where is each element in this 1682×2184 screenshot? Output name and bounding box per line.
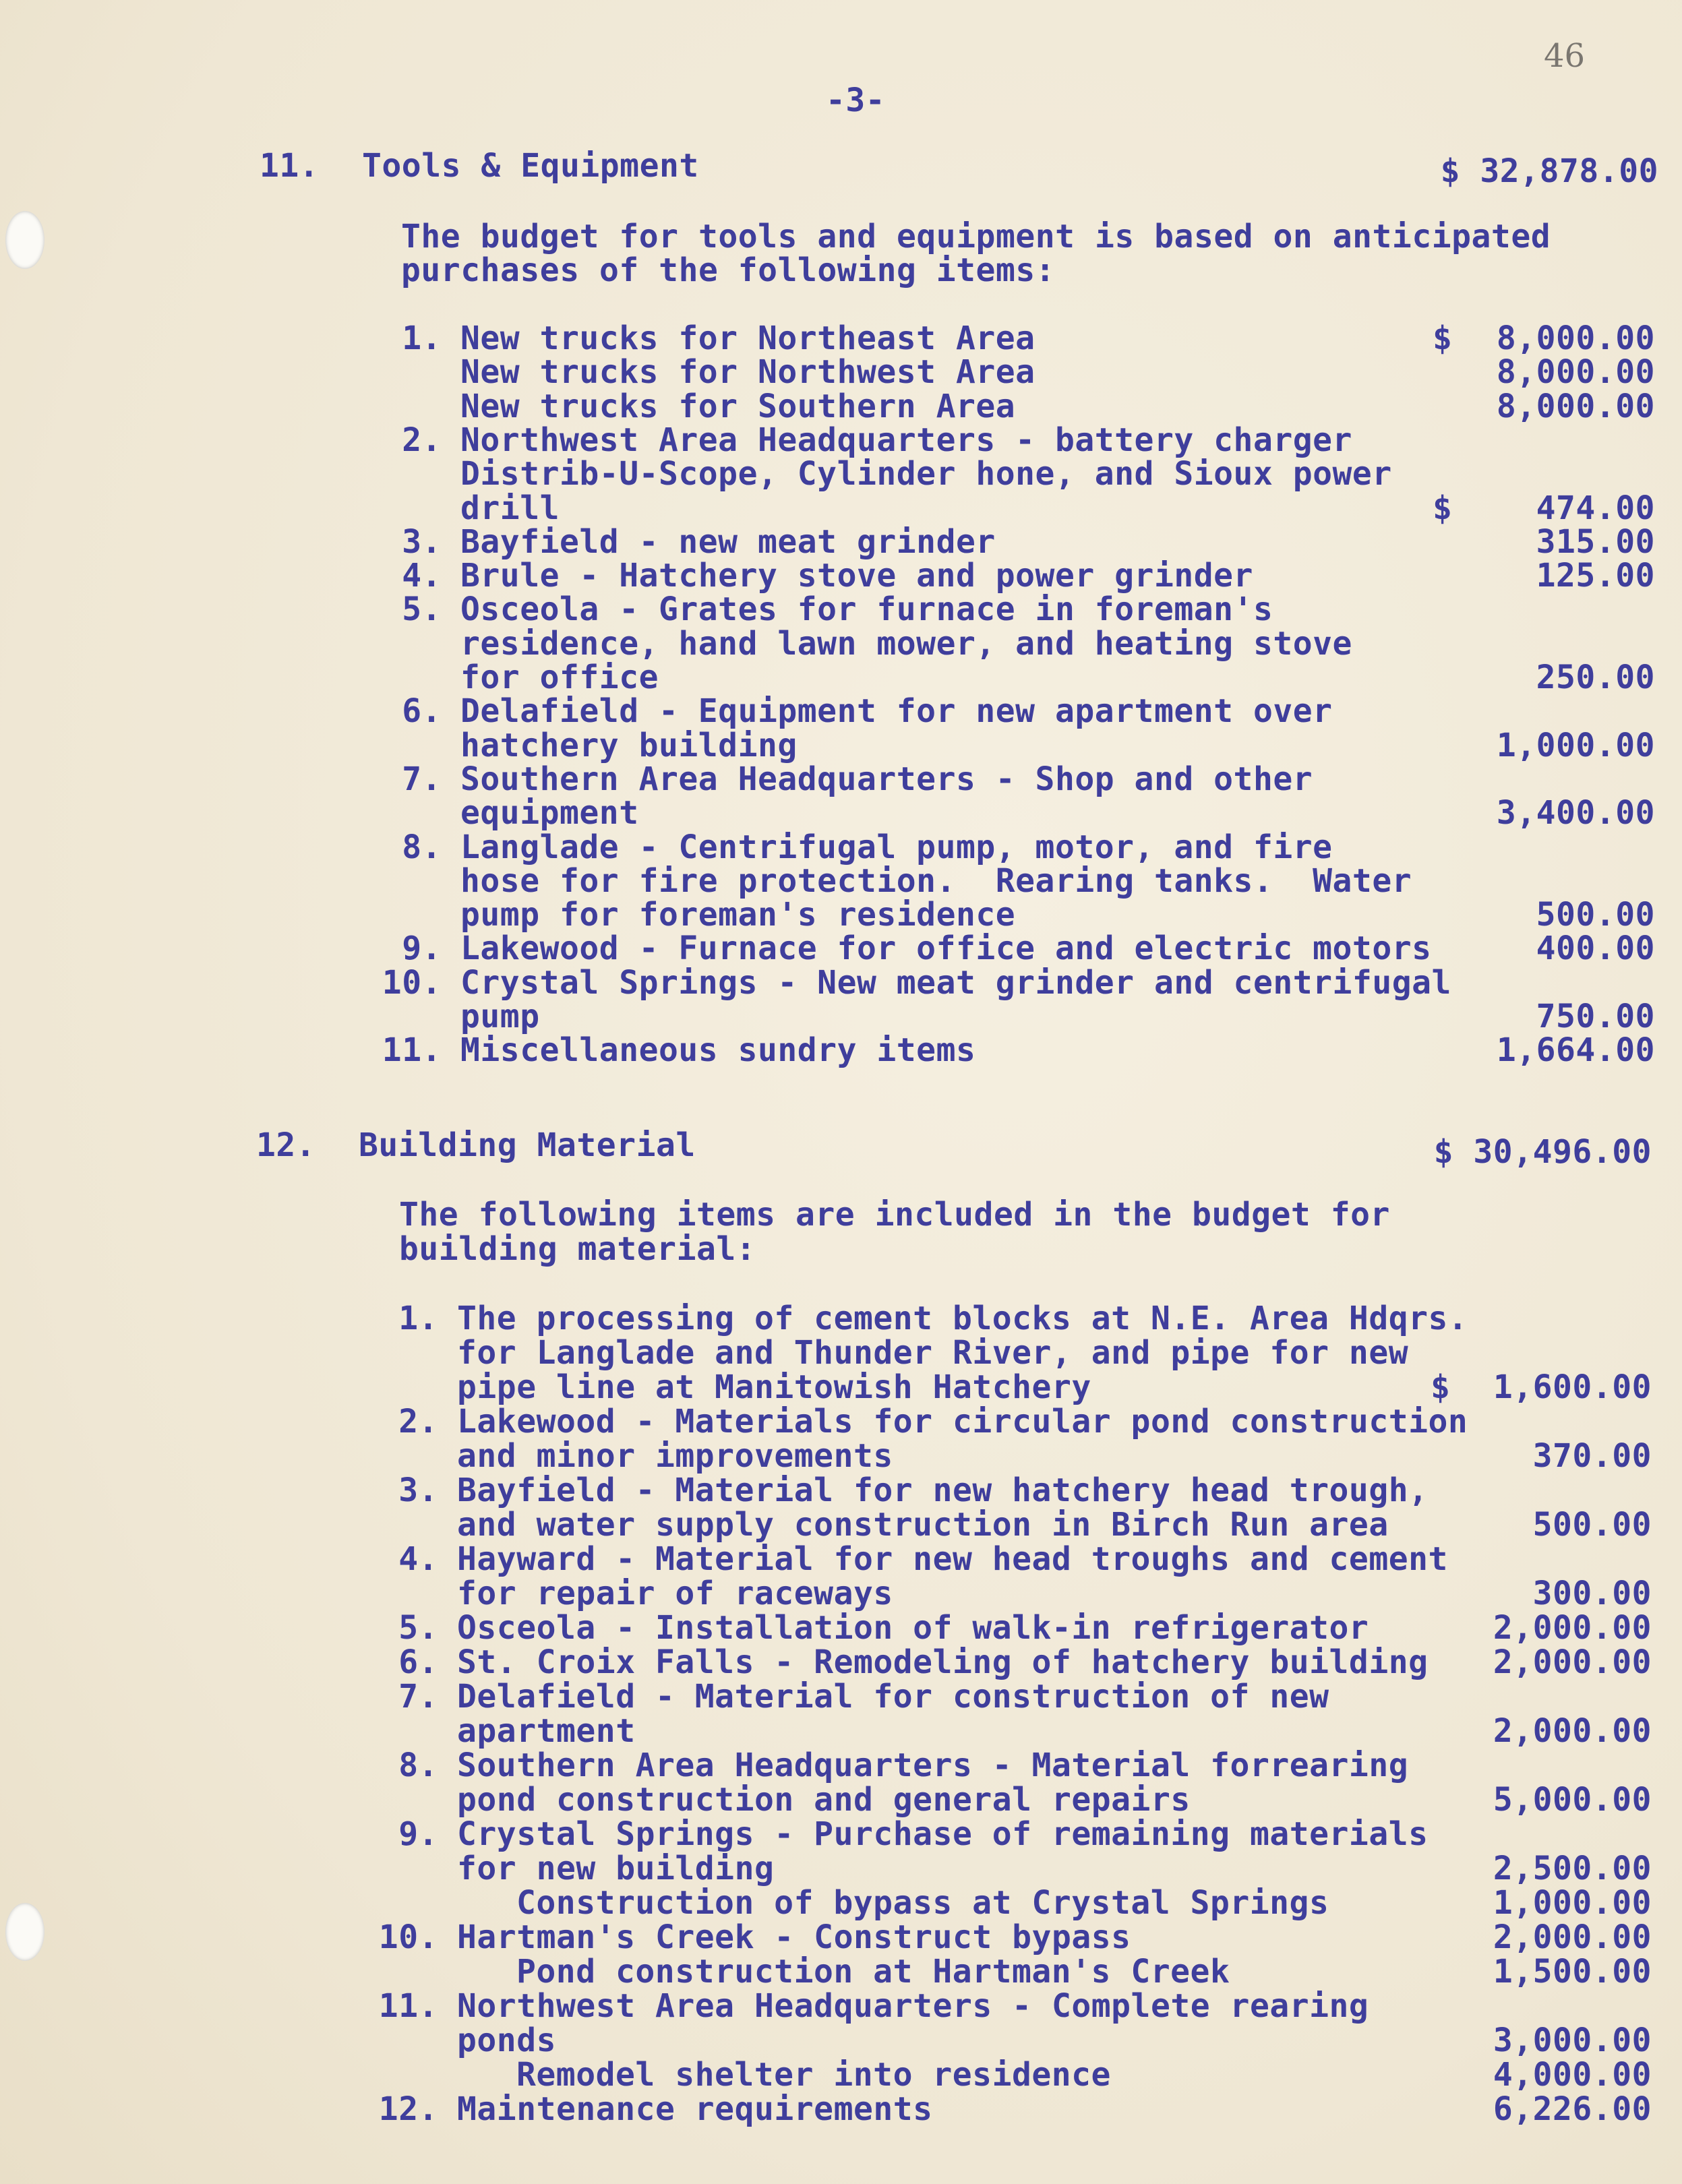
item-number: 4.: [402, 557, 442, 595]
item-description: New trucks for Southern Area: [460, 387, 1016, 425]
item-number: 1.: [398, 1300, 438, 1337]
item-description: New trucks for Northwest Area: [460, 353, 1035, 392]
item-number: 7.: [402, 760, 442, 798]
item-amount: 250.00: [1536, 659, 1655, 696]
section-number: 11.: [260, 147, 320, 185]
item-amount: 315.00: [1536, 522, 1655, 561]
item-number: 9.: [402, 930, 442, 968]
item-description: Lakewood - Furnace for office and electric motors: [460, 930, 1432, 968]
dollar-sign: $: [1431, 1368, 1450, 1406]
item-description: Delafield - Equipment for new apartment over: [460, 692, 1333, 731]
section-title: Building Material: [359, 1126, 696, 1164]
item-description: hose for fire protection. Rearing tanks. Water: [460, 861, 1412, 900]
item-description: Bayfield - new meat grinder: [460, 522, 996, 561]
item-description: Miscellaneous sundry items: [460, 1031, 976, 1070]
item-number: 2.: [402, 421, 442, 459]
item-number: 8.: [402, 828, 442, 866]
punch-hole: [5, 1903, 44, 1961]
item-number: 8.: [398, 1747, 438, 1784]
item-amount: 1,000.00: [1493, 1884, 1652, 1922]
item-description: for office: [460, 659, 659, 696]
section-total: $ 30,496.00: [1433, 1133, 1652, 1171]
item-amount: 2,000.00: [1493, 1609, 1652, 1647]
item-number: 9.: [398, 1815, 438, 1853]
item-description: Osceola - Installation of walk-in refrigerator: [457, 1609, 1369, 1647]
item-description: ponds: [457, 2022, 556, 2059]
item-description: St. Croix Falls - Remodeling of hatchery building: [457, 1643, 1429, 1681]
item-number: 1.: [402, 320, 442, 357]
item-amount: 5,000.00: [1493, 1781, 1652, 1819]
item-amount: 8,000.00: [1496, 387, 1655, 425]
item-description: Northwest Area Headquarters - battery charger: [460, 421, 1352, 459]
item-description: Crystal Springs - Purchase of remaining materials: [457, 1815, 1429, 1853]
item-amount: 1,000.00: [1496, 726, 1655, 764]
item-description: Remodel shelter into residence: [516, 2056, 1111, 2094]
item-description: pump: [460, 998, 540, 1035]
dollar-sign: $: [1433, 320, 1452, 357]
item-number: 5.: [398, 1609, 438, 1647]
item-description: hatchery building: [460, 726, 798, 764]
section-title: Tools & Equipment: [362, 147, 699, 185]
item-description: Langlade - Centrifugal pump, motor, and fire: [460, 828, 1333, 866]
item-amount: 1,500.00: [1493, 1953, 1652, 1991]
item-amount: 500.00: [1536, 896, 1655, 934]
item-description: Brule - Hatchery stove and power grinder: [460, 557, 1253, 595]
item-amount: 3,000.00: [1493, 2022, 1652, 2059]
item-amount: 750.00: [1536, 998, 1655, 1035]
item-description: pipe line at Manitowish Hatchery: [457, 1368, 1091, 1406]
item-description: Distrib-U-Scope, Cylinder hone, and Sioux power: [460, 455, 1392, 493]
intro-line: The budget for tools and equipment is based on anticipated: [401, 218, 1551, 255]
item-amount: 2,000.00: [1493, 1918, 1652, 1956]
item-number: 6.: [398, 1643, 438, 1681]
item-description: pump for foreman's residence: [460, 896, 1016, 934]
item-description: Southern Area Headquarters - Shop and other: [460, 760, 1313, 798]
item-amount: 2,000.00: [1493, 1643, 1652, 1681]
item-amount: 2,000.00: [1493, 1712, 1652, 1750]
item-description: Lakewood - Materials for circular pond construction: [457, 1403, 1468, 1440]
item-description: for Langlade and Thunder River, and pipe for new: [457, 1334, 1409, 1372]
item-description: Hayward - Material for new head troughs and cement: [457, 1540, 1448, 1578]
item-amount: 8,000.00: [1496, 320, 1655, 357]
item-number: 6.: [402, 692, 442, 731]
section-total: $ 32,878.00: [1440, 152, 1658, 190]
item-number: 3.: [402, 522, 442, 561]
item-description: Crystal Springs - New meat grinder and centrifugal: [460, 963, 1451, 1002]
item-amount: 8,000.00: [1496, 353, 1655, 392]
item-description: drill: [460, 489, 560, 527]
item-description: for new building: [457, 1850, 775, 1887]
item-number: 11.: [378, 1987, 438, 2025]
item-description: Pond construction at Hartman's Creek: [516, 1953, 1230, 1991]
item-description: Delafield - Material for construction of new: [457, 1678, 1329, 1716]
item-number: 5.: [402, 590, 442, 629]
item-number: 11.: [382, 1031, 442, 1070]
item-amount: 3,400.00: [1496, 794, 1655, 832]
item-amount: 4,000.00: [1493, 2056, 1652, 2094]
item-amount: 300.00: [1532, 1575, 1652, 1612]
item-description: pond construction and general repairs: [457, 1781, 1191, 1819]
item-number: 10.: [378, 1918, 438, 1956]
item-description: apartment: [457, 1712, 636, 1750]
item-description: Osceola - Grates for furnace in foreman's: [460, 590, 1273, 629]
page-number: -3-: [826, 82, 886, 119]
punch-hole: [5, 211, 44, 269]
item-number: 3.: [398, 1472, 438, 1509]
item-number: 4.: [398, 1540, 438, 1578]
item-description: Southern Area Headquarters - Material forrearing: [457, 1747, 1409, 1784]
intro-line: The following items are included in the budget for: [399, 1196, 1390, 1234]
page-annotation: 46: [1544, 37, 1586, 75]
intro-line: building material:: [399, 1230, 756, 1268]
item-amount: 1,600.00: [1493, 1368, 1652, 1406]
item-number: 7.: [398, 1678, 438, 1716]
item-number: 2.: [398, 1403, 438, 1440]
item-amount: 474.00: [1536, 489, 1655, 527]
item-amount: 125.00: [1536, 557, 1655, 595]
item-description: equipment: [460, 794, 639, 832]
section-number: 12.: [256, 1126, 316, 1164]
item-description: and minor improvements: [457, 1437, 893, 1475]
item-description: residence, hand lawn mower, and heating stove: [460, 624, 1352, 663]
intro-line: purchases of the following items:: [401, 251, 1056, 289]
item-amount: 500.00: [1532, 1506, 1652, 1544]
item-number: 10.: [382, 963, 442, 1002]
item-description: and water supply construction in Birch Run area: [457, 1506, 1389, 1544]
item-amount: 400.00: [1536, 930, 1655, 968]
item-description: Hartman's Creek - Construct bypass: [457, 1918, 1131, 1956]
item-description: Northwest Area Headquarters - Complete rearing: [457, 1987, 1369, 2025]
item-amount: 370.00: [1532, 1437, 1652, 1475]
item-description: for repair of raceways: [457, 1575, 893, 1612]
item-description: Bayfield - Material for new hatchery head trough,: [457, 1472, 1429, 1509]
item-description: New trucks for Northeast Area: [460, 320, 1035, 357]
item-description: Maintenance requirements: [457, 2090, 933, 2128]
item-description: The processing of cement blocks at N.E. Area Hdqrs.: [457, 1300, 1468, 1337]
item-number: 12.: [378, 2090, 438, 2128]
item-amount: 6,226.00: [1493, 2090, 1652, 2128]
dollar-sign: $: [1433, 489, 1452, 527]
item-amount: 1,664.00: [1496, 1031, 1655, 1070]
item-description: Construction of bypass at Crystal Springs: [516, 1884, 1329, 1922]
item-amount: 2,500.00: [1493, 1850, 1652, 1887]
